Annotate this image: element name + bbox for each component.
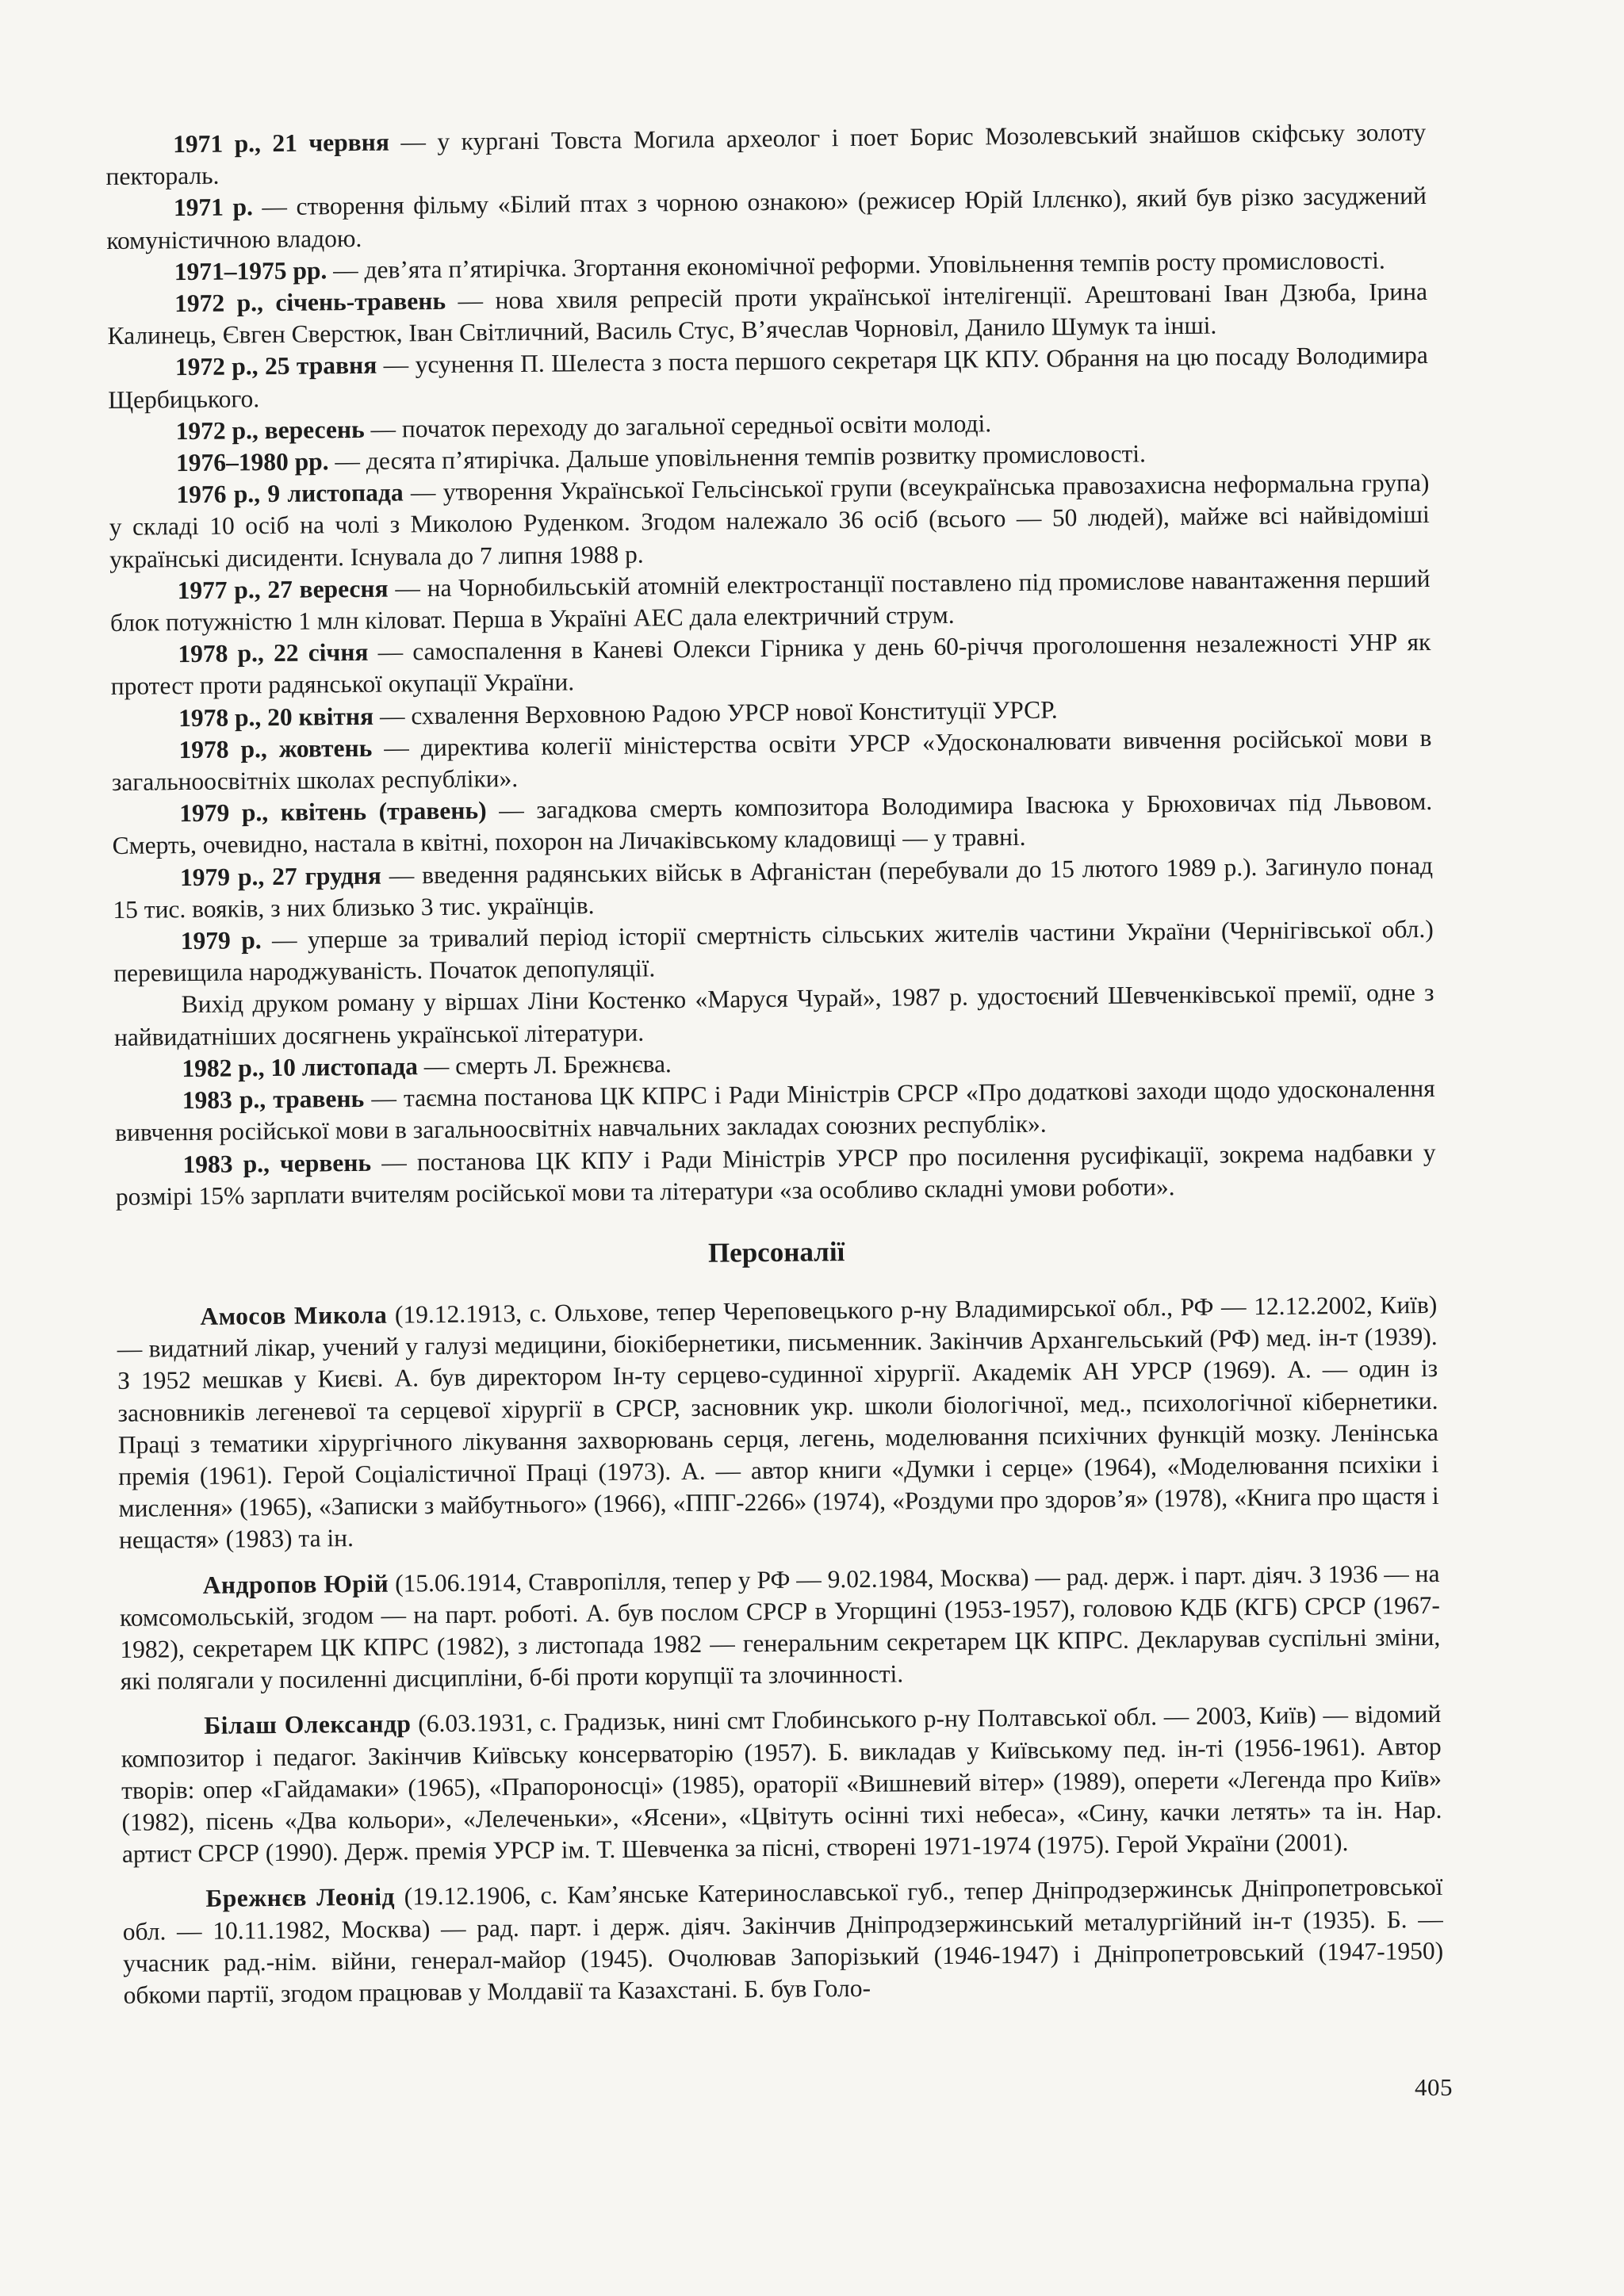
chronology-text: — нова хвиля репресій проти української інтелігенції. Арештовані Іван Дзюба, Ірина Калинець, Євген Сверстюк, Іван Світличний, Василь Стус, В’ячеслав Чорновіл, Данило Шумук та інші. — [107, 277, 1428, 350]
person-entry — [119, 1557, 1440, 1697]
chronology-text: — створення фільму «Білий птах з чорною ознакою» (режисер Юрій Іллєнко), який був різко засуджений комуністичною владою. — [106, 182, 1427, 254]
chronology-date: 1971 р., 21 червня — [173, 128, 390, 159]
person-text: (15.06.1914, Ставропілля, тепер у РФ — 9.02.1984, Москва) — рад. держ. і парт. діяч. З 1936 — на комсомольській, згодом — на парт. роботі. А. був послом СРСР в Угорщині (1953-1957), головою КДБ (КГБ) СРСР (1967-1982), секретарем ЦК КПРС (1982), з листопада 1982 — генеральним секретарем ЦК КПРС. Декларував суспільні зміни, які полягали у посиленні дисципліни, б-бі проти корупції та злочинності. — [119, 1559, 1441, 1696]
person-entry — [117, 1289, 1439, 1557]
chronology-text: — введення радянських військ в Афганістан (перебували до 15 лютого 1989 р.). Загинуло понад 15 тис. вояків, з них близько 3 тис. українців. — [113, 851, 1434, 924]
chronology-text: — утворення Української Гельсінської групи (всеукраїнська правозахисна неформальна група) у складі 10 осіб на чолі з Миколою Руденком. Згодом належало 36 осіб (всього — 50 людей), майже всі найвідоміші українські дисиденти. Існувала до 7 липня 1988 р. — [109, 469, 1430, 573]
person-text: (19.12.1906, с. Кам’янське Катеринославської губ., тепер Дніпродзержинськ Дніпропетровської обл. — 10.11.1982, Москва) — рад. парт. і держ. діяч. Закінчив Дніпродзержинський металургійний ін-т (1935). Б. — учасник рад.-нім. війни, генерал-майор (1945). Очолював Запорізький (1946-1947) і Дніпропетровський (1947-1950) обкоми партії, згодом працював у Молдавії та Казахстані. Б. був Голо- — [122, 1873, 1444, 2009]
chronology-text: — загадкова смерть композитора Володимира Івасюка у Брюховичах під Львовом. Смерть, очевидно, настала в квітні, похорон на Личаківському кладовищі — у травні. — [112, 787, 1433, 860]
chronology-date: 1972 р., вересень — [175, 415, 365, 445]
chronology-text: — постанова ЦК КПУ і Ради Міністрів УРСР про посилення русифікації, зокрема надбавки у розмірі 15% зарплати вчителям російської мови та літератури «за особливо складні умови роботи». — [115, 1138, 1436, 1211]
chronology-text: — десята п’ятирічка. Дальше уповільнення темпів розвитку промисловості. — [328, 439, 1147, 476]
chronology-date: 1976–1980 рр. — [175, 447, 329, 477]
person-name: Амосов Микола — [200, 1300, 388, 1330]
chronology-text: — початок переходу до загальної середньої освіти молоді. — [364, 409, 992, 443]
chronology-text: — директива колегії міністерства освіти УРСР «Удосконалювати вивчення російської мови в загальноосвітніх школах республіки». — [111, 723, 1432, 797]
chronology-text: — у кургані Товста Могила археолог і поет Борис Мозолевський знайшов скіфську золоту пектораль. — [105, 118, 1427, 191]
chronology-text: — на Чорнобильській атомній електростанції поставлено під промислове навантаження перший блок потужністю 1 млн кіловат. Перша в Україні АЕС дала електричний струм. — [109, 564, 1431, 637]
person-text: (6.03.1931, с. Градизьк, нині смт Глобинського р-ну Полтавської обл. — 2003, Київ) — відомий композитор і педагог. Закінчив Київську консерваторію (1957). Б. викладав у Київському пед. ін-ті (1956-1961). Автор творів: опер «Гайдамаки» (1965), «Прапороносці» (1985), ораторії «Вишневий вітер» (1989), оперети «Легенда про Київ» (1982), пісень «Два кольори», «Лелеченьки», «Ясени», «Цвітуть осінні тихі небеса», «Сину, качки летять» та ін. Нар. артист СРСР (1990). Держ. премія УРСР ім. Т. Шевченка за пісні, створені 1971-1974 (1975). Герой України (2001). — [121, 1700, 1442, 1869]
chronology-date: 1983 р., червень — [182, 1148, 372, 1178]
chronology-date: 1982 р., 10 листопада — [182, 1052, 419, 1083]
chronology-date: 1978 р., 22 січня — [178, 638, 369, 668]
section-heading: Персоналії — [707, 1236, 845, 1269]
chronology-list — [105, 117, 1436, 1213]
chronology-date: 1976 р., 9 листопада — [176, 478, 404, 509]
chronology-date: 1971–1975 рр. — [174, 256, 327, 285]
page-text-column — [105, 117, 1444, 2025]
chronology-text: — дев’ята п’ятирічка. Згортання економічної реформи. Уповільнення темпів росту промисловості. — [327, 246, 1385, 285]
page-number: 405 — [1415, 2073, 1453, 2101]
person-name: Брежнєв Леонід — [205, 1882, 396, 1913]
person-entry — [121, 1698, 1442, 1870]
chronology-date: 1979 р., 27 грудня — [179, 861, 382, 891]
persons-list — [117, 1289, 1444, 2011]
chronology-text: Вихід друком роману у віршах Ліни Костенко «Маруся Чурай», 1987 р. удостоєний Шевченківської премії, одне з найвидатніших досягнень української літератури. — [113, 978, 1434, 1051]
chronology-text: — смерть Л. Брежнєва. — [417, 1050, 672, 1081]
chronology-date: 1977 р., 27 вересня — [177, 574, 389, 605]
person-name: Андропов Юрій — [202, 1569, 389, 1599]
chronology-text: — схвалення Верховною Радою УРСР нової Конституції УРСР. — [373, 695, 1058, 730]
chronology-date: 1979 р., квітень (травень) — [179, 796, 487, 828]
chronology-date: 1971 р. — [173, 193, 254, 222]
chronology-entry — [109, 467, 1430, 576]
chronology-date: 1972 р., січень-травень — [174, 286, 446, 318]
chronology-date: 1979 р. — [180, 926, 262, 955]
person-entry — [122, 1871, 1443, 2011]
chronology-date: 1978 р., жовтень — [178, 733, 373, 764]
chronology-date: 1978 р., 20 квітня — [178, 702, 374, 732]
person-name: Білаш Олександр — [204, 1709, 412, 1740]
chronology-entry — [115, 1136, 1436, 1212]
chronology-text: — таємна постанова ЦК КПРС і Ради Міністрів СРСР «Про додаткові заходи щодо удосконалення вивчення російської мови в загальноосвітніх навчальних закладах союзних республік». — [114, 1074, 1435, 1147]
chronology-date: 1972 р., 25 травня — [174, 351, 377, 381]
chronology-text: — самоспалення в Каневі Олекси Гірника у день 60-річчя проголошення незалежності УНР як протест проти радянської окупації України. — [110, 628, 1431, 701]
person-text: (19.12.1913, с. Ольхове, тепер Череповецького р-ну Владимирської обл., РФ — 12.12.2002, Київ) — видатний лікар, учений у галузі медицини, біокібернетики, письменник. Закінчив Архангельський (РФ) мед. ін-т (1939). З 1952 мешкав у Києві. А. був директором Ін-ту серцево-судинної хірургії. Академік АН УРСР (1969). А. — один із засновників легеневої та серцевої хірургії в СРСР, засновник укр. школи біологічної, мед., психологічної кібернетики. Праці з тематики хірургічного лікування захворювань серця, легень, моделювання психічних функцій мозку. Ленінська премія (1961). Герой Соціалістичної Праці (1973). А. — автор книги «Думки і серце» (1964), «Моделювання психіки і мислення» (1965), «Записки з майбутнього» (1966), «ППГ-2266» (1974), «Роздуми про здоров’я» (1978), «Книга про щастя і нещастя» (1983) та ін. — [117, 1290, 1439, 1555]
chronology-date: 1983 р., травень — [182, 1085, 365, 1115]
chronology-text: — уперше за тривалий період історії смертність сільських жителів частини України (Чернігівської обл.) перевищила народжуваність. Початок депопуляції. — [113, 915, 1434, 988]
chronology-text: — усунення П. Шелеста з поста першого секретаря ЦК КПУ. Обрання на цю посаду Володимира Щербицького. — [108, 341, 1428, 414]
